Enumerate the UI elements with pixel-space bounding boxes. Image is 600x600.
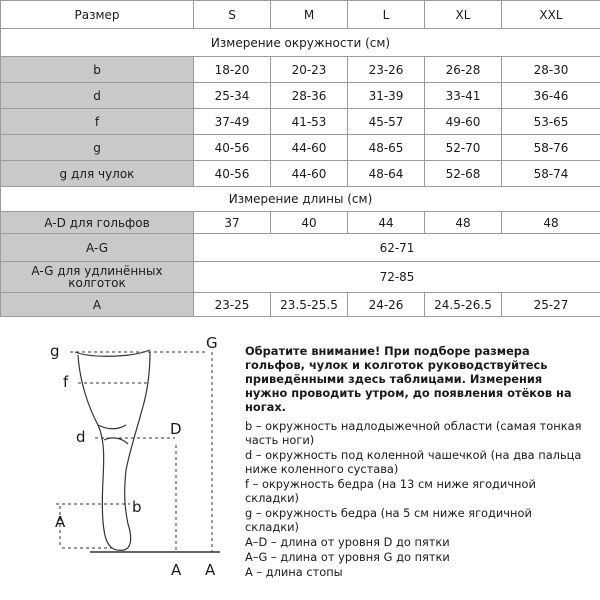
header-s: S bbox=[194, 1, 271, 29]
cell: 40-56 bbox=[194, 161, 271, 187]
cell: 48-64 bbox=[348, 161, 425, 187]
cell-merged: 62-71 bbox=[194, 234, 600, 262]
header-xl: XL bbox=[425, 1, 502, 29]
table-row bbox=[1, 212, 600, 234]
label-a-side: A bbox=[55, 513, 66, 531]
label-f: f bbox=[63, 373, 69, 391]
cell: 25-27 bbox=[502, 293, 600, 317]
notes-panel bbox=[245, 344, 585, 580]
row-label: d bbox=[1, 83, 194, 109]
cell: 52-68 bbox=[425, 161, 502, 187]
cell: 25-34 bbox=[194, 83, 271, 109]
label-d-mid: D bbox=[170, 420, 182, 438]
cell: 23-25 bbox=[194, 293, 271, 317]
cell: 28-36 bbox=[271, 83, 348, 109]
cell: 18-20 bbox=[194, 57, 271, 83]
table-row bbox=[1, 234, 600, 262]
row-label: f bbox=[1, 109, 194, 135]
row-label: b bbox=[1, 57, 194, 83]
label-a-bottom-2: A bbox=[205, 561, 216, 579]
cell: 23.5-25.5 bbox=[271, 293, 348, 317]
cell: 44 bbox=[348, 212, 425, 234]
row-label: A-D для гольфов bbox=[1, 212, 194, 234]
note-item: f – окружность бедра (на 13 см ниже ягодичной складки) bbox=[245, 477, 536, 505]
header-l: L bbox=[348, 1, 425, 29]
row-label: g для чулок bbox=[1, 161, 194, 187]
section-circumference: Измерение окружности (см) bbox=[1, 29, 600, 57]
section-length: Измерение длины (см) bbox=[1, 187, 600, 212]
cell: 53-65 bbox=[502, 109, 600, 135]
table-row bbox=[1, 262, 600, 293]
cell: 44-60 bbox=[271, 135, 348, 161]
table-row bbox=[1, 161, 600, 187]
cell: 31-39 bbox=[348, 83, 425, 109]
table-row bbox=[1, 83, 600, 109]
cell: 24.5-26.5 bbox=[425, 293, 502, 317]
label-b: b bbox=[132, 498, 142, 516]
cell: 36-46 bbox=[502, 83, 600, 109]
cell: 45-57 bbox=[348, 109, 425, 135]
cell: 28-30 bbox=[502, 57, 600, 83]
cell: 37-49 bbox=[194, 109, 271, 135]
cell: 58-74 bbox=[502, 161, 600, 187]
note-item: g – окружность бедра (на 5 см ниже ягодичной складки) bbox=[245, 506, 532, 534]
cell: 37 bbox=[194, 212, 271, 234]
cell: 52-70 bbox=[425, 135, 502, 161]
note-item: A–G – длина от уровня G до пятки bbox=[245, 550, 450, 564]
cell: 20-23 bbox=[271, 57, 348, 83]
note-item: A–D – длина от уровня D до пятки bbox=[245, 535, 450, 549]
row-label: g bbox=[1, 135, 194, 161]
table-row bbox=[1, 293, 600, 317]
cell: 41-53 bbox=[271, 109, 348, 135]
header-m: M bbox=[271, 1, 348, 29]
note-item: A – длина стопы bbox=[245, 565, 343, 579]
cell-merged: 72-85 bbox=[194, 262, 600, 293]
label-g-top: G bbox=[206, 334, 218, 352]
cell: 23-26 bbox=[348, 57, 425, 83]
cell: 40-56 bbox=[194, 135, 271, 161]
table-row bbox=[1, 109, 600, 135]
note-item: d – окружность под коленной чашечкой (на два пальца ниже коленного сустава) bbox=[245, 448, 582, 476]
cell: 48 bbox=[425, 212, 502, 234]
row-label: A-G для удлинённых колготок bbox=[1, 262, 194, 293]
cell: 26-28 bbox=[425, 57, 502, 83]
table-row bbox=[1, 57, 600, 83]
cell: 48-65 bbox=[348, 135, 425, 161]
label-g: g bbox=[50, 342, 60, 360]
header-row bbox=[1, 1, 600, 29]
header-xxl: XXL bbox=[502, 1, 600, 29]
cell: 58-76 bbox=[502, 135, 600, 161]
row-label: A-G bbox=[1, 234, 194, 262]
label-a-bottom-1: A bbox=[171, 561, 182, 579]
warning-text: Обратите внимание! При подборе размера гольфов, чулок и колготок руководствуйтесь приведёнными здесь таблицами. Измерения нужно проводить утром, до появления отёков на ногах. bbox=[245, 344, 572, 414]
table-row bbox=[1, 135, 600, 161]
label-d: d bbox=[76, 428, 86, 446]
section-row bbox=[1, 29, 600, 57]
header-size: Размер bbox=[1, 1, 194, 29]
section-row bbox=[1, 187, 600, 212]
note-item: b – окружность надлодыжечной области (самая тонкая часть ноги) bbox=[245, 419, 582, 447]
cell: 44-60 bbox=[271, 161, 348, 187]
row-label: A bbox=[1, 293, 194, 317]
leg-diagram bbox=[40, 330, 240, 590]
cell: 48 bbox=[502, 212, 600, 234]
cell: 49-60 bbox=[425, 109, 502, 135]
cell: 24-26 bbox=[348, 293, 425, 317]
cell: 33-41 bbox=[425, 83, 502, 109]
cell: 40 bbox=[271, 212, 348, 234]
